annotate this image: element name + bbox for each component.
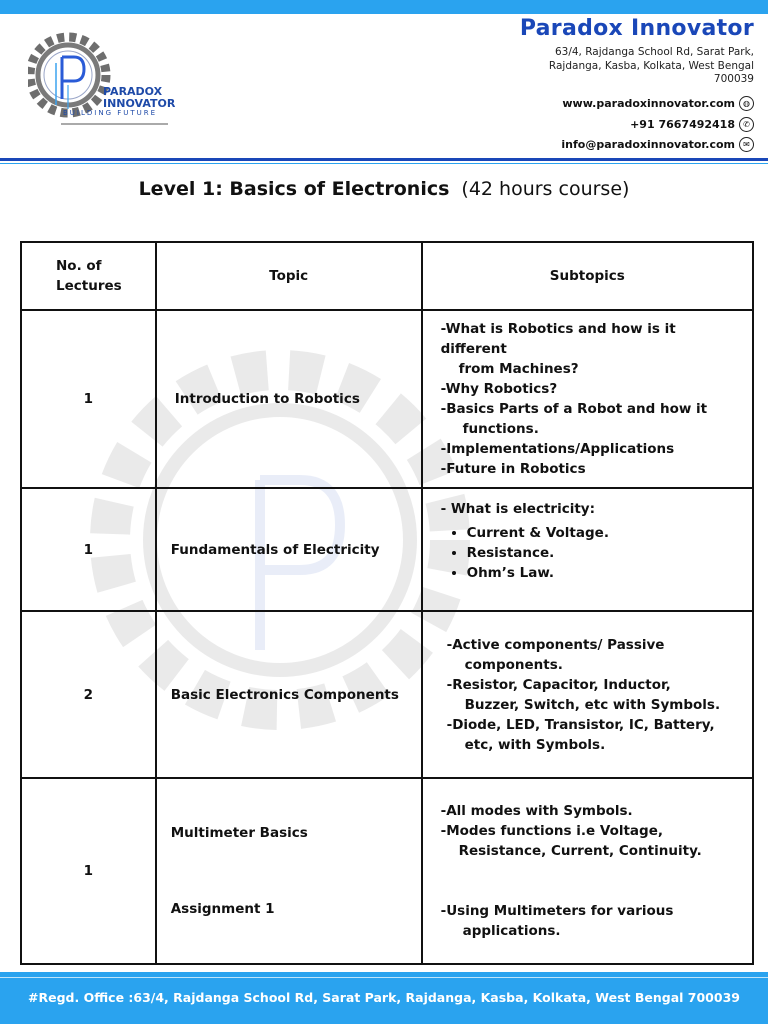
footer-address: #Regd. Office :63/4, Rajdanga School Rd, Sarat Park, Rajdanga, Kasba, Kolkata, West Bengal 700039	[28, 990, 740, 1005]
globe-icon: ◍	[739, 96, 754, 111]
phone-contact	[630, 117, 754, 132]
topic-multimeter: Multimeter Basics	[170, 825, 308, 841]
header-topic: Topic	[156, 242, 422, 310]
lecture-count: 1	[21, 488, 156, 611]
website-link[interactable]: www.paradoxinnovator.com	[562, 97, 735, 110]
course-table	[20, 241, 754, 965]
subtopics-cell: -What is Robotics and how is it different from Machines? -Why Robotics? -Basics Parts of a Robot and how it functions. -Implementations/Applications -Future in Robotics	[422, 310, 753, 488]
subtopics-cell: - What is electricity: • Current & Voltage. • Resistance. • Ohm’s Law.	[422, 488, 753, 611]
header-subtopics: Subtopics	[422, 242, 753, 310]
email-contact	[561, 137, 754, 152]
topic-cell: Basic Electronics Components	[156, 611, 422, 778]
footer-bar	[0, 972, 768, 1024]
table-row	[21, 488, 753, 611]
mail-icon: ✉	[739, 137, 754, 152]
bullet-list: • Current & Voltage. • Resistance. • Ohm’s Law.	[441, 523, 744, 583]
page-title: Level 1: Basics of Electronics (42 hours course)	[138, 178, 630, 200]
top-accent-bar	[0, 0, 768, 14]
footer-divider	[0, 977, 768, 978]
table-row	[21, 310, 753, 488]
phone-number[interactable]: +91 7667492418	[630, 118, 735, 131]
course-duration: (42 hours course)	[461, 178, 630, 200]
table-row	[21, 611, 753, 778]
lecture-count: 1	[21, 778, 156, 964]
table-row	[21, 778, 753, 964]
lecture-count: 1	[21, 310, 156, 488]
logo-tagline: BUILDING FUTURE	[63, 109, 158, 117]
topic-cell: Fundamentals of Electricity	[156, 488, 422, 611]
topic-assignment: Assignment 1	[170, 901, 275, 917]
table-header-row	[21, 242, 753, 310]
subtopics-cell: -Active components/ Passive components. -Resistor, Capacitor, Inductor, Buzzer, Switch, etc with Symbols. -Diode, LED, Transistor, IC, Battery, etc, with Symbols.	[422, 611, 753, 778]
website-contact	[562, 96, 754, 111]
email-link[interactable]: info@paradoxinnovator.com	[561, 138, 735, 151]
company-name: Paradox Innovator	[519, 16, 754, 41]
header-lectures: No. of Lectures	[21, 242, 156, 310]
topic-cell: Introduction to Robotics	[156, 310, 422, 488]
phone-icon: ✆	[739, 117, 754, 132]
lecture-count: 2	[21, 611, 156, 778]
company-address: 63/4, Rajdanga School Rd, Sarat Park, Rajdanga, Kasba, Kolkata, West Bengal 700039	[548, 46, 754, 85]
subtopics-cell: -All modes with Symbols. -Modes functions i.e Voltage, Resistance, Current, Continuity. -Using Multimeters for various applications.	[422, 778, 753, 964]
logo-text: PARADOX INNOVATOR	[103, 85, 176, 110]
topic-cell	[156, 778, 422, 964]
header-divider	[0, 158, 768, 161]
header-divider-thin	[0, 163, 768, 164]
